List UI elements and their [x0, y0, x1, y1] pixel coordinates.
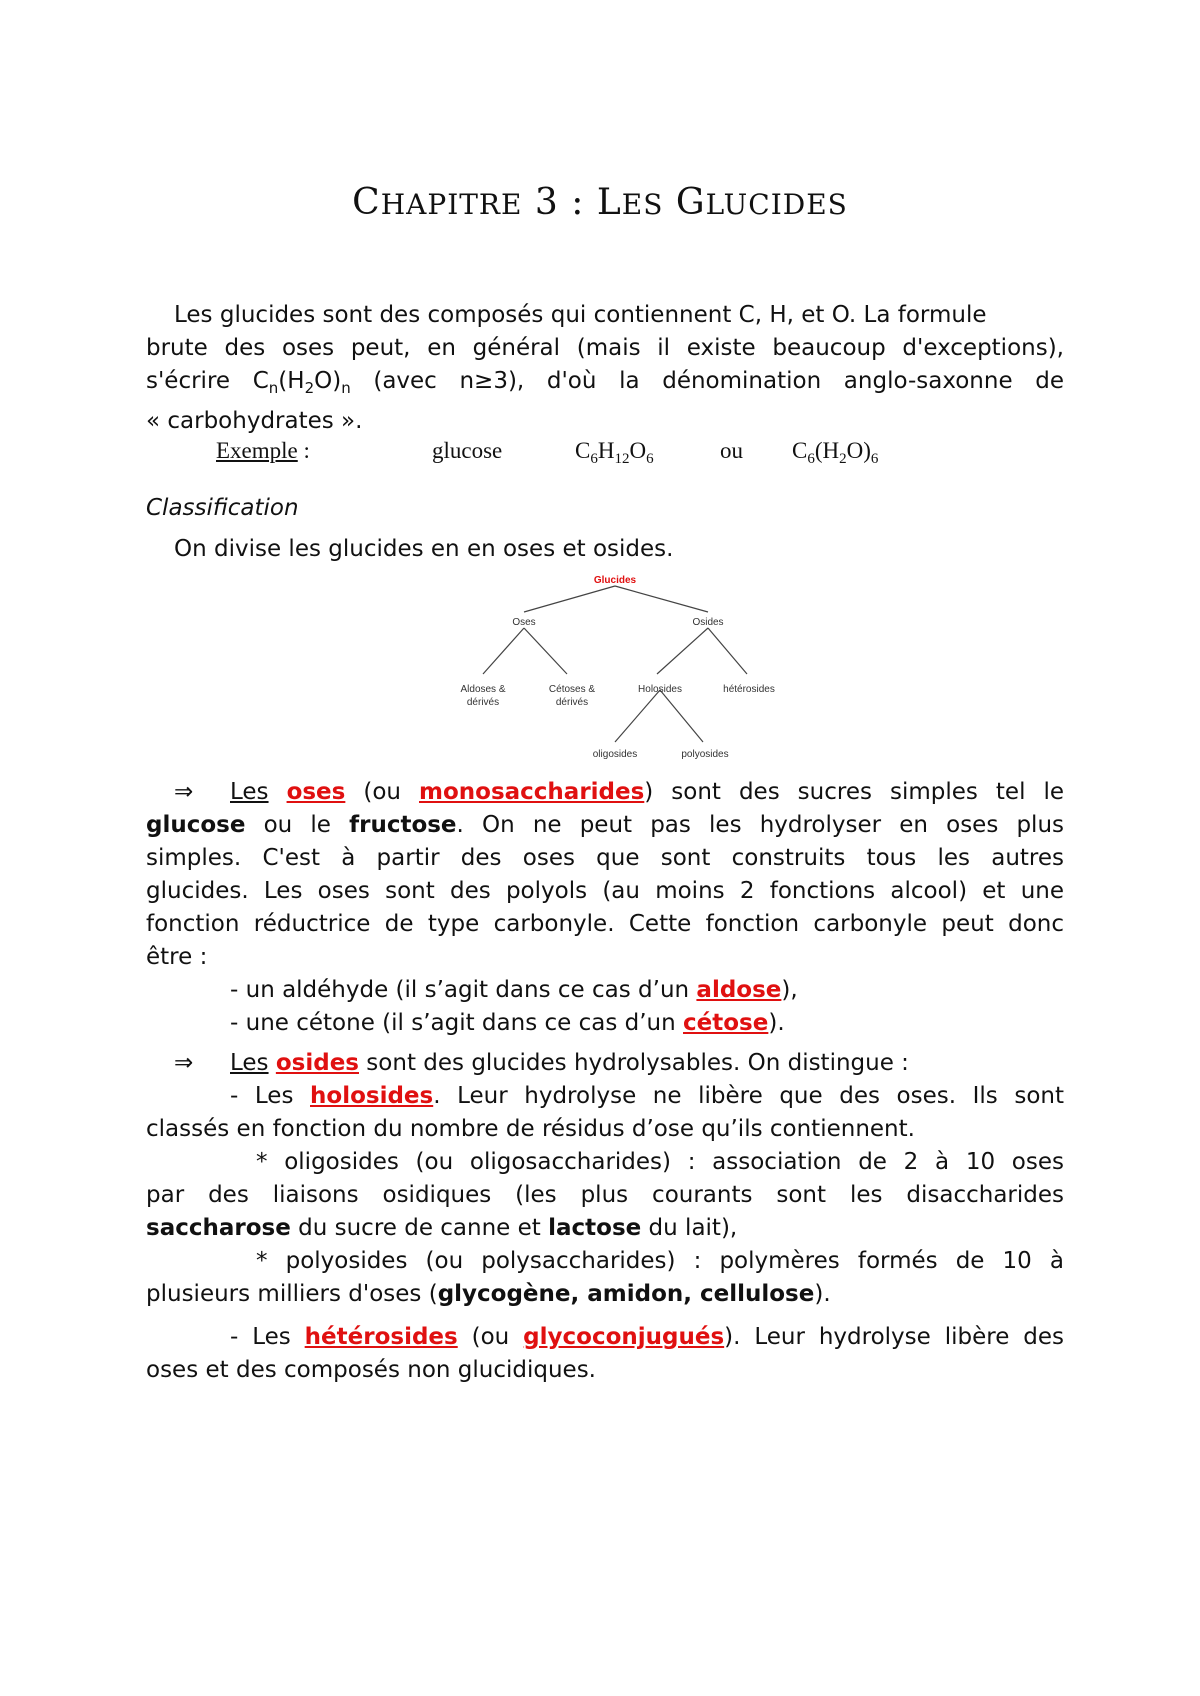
example-formula-2: $C_6(H_2O)_6$ [792, 438, 879, 467]
example-or: ou [720, 438, 743, 463]
tree-aldoses-label-2: dérivés [466, 697, 500, 708]
heterosides-term: hétérosides [304, 1324, 458, 1350]
tree-oligosides-label: oligosides [592, 749, 638, 760]
intro-paragraph: Les glucides sont des composés qui contiennent C, H, et O. La formule brute des oses peut, en général (mais il existe beaucoup d'exceptions), s'écrire $C_n(H_2O)_n$ (avec n≥3), d'où la dénomination anglo-saxonne de « carbohydrates ». [146, 302, 1065, 434]
glycoconjugues-term: glycoconjugués [523, 1324, 725, 1350]
tree-root-label: Glucides [593, 575, 637, 586]
tree-osides-label: Osides [692, 617, 724, 628]
tree-cetoses-label-1: Cétoses & [548, 684, 596, 695]
oses-section: ⇒ Les oses (ou monosaccharides) sont des sucres simples tel le glucose ou le fructose. On ne peut pas les hydrolyser en oses plus simples. C'est à partir des oses que sont construits tous les autres glucides. Les oses sont des polyols (au moins 2 fonctions alcool) et une fonction réductrice de type carbonyle. Cette fonction carbonyle peut donc être : - un aldéhyde (il s’agit dans ce cas d’un aldose), - une cétone (il s’agit dans ce cas d’un cétose). [146, 776, 1064, 1040]
tree-holosides-label: Holosides [638, 684, 682, 695]
tree-cetoses-label-2: dérivés [555, 697, 589, 708]
arrow-icon: ⇒ [174, 1050, 194, 1076]
page-title: CHAPITRE 3 : LES GLUCIDES [352, 182, 848, 223]
holosides-term: holosides [310, 1083, 434, 1109]
example-label: Exemple : [216, 438, 310, 463]
tree-oses-label: Oses [512, 617, 536, 628]
example-formula-1: $C_6H_{12}O_6$ [575, 438, 654, 467]
cetose-term: cétose [683, 1010, 769, 1036]
tree-aldoses-label-1: Aldoses & [460, 684, 506, 695]
tree-heterosides-label: hétérosides [723, 684, 775, 695]
classification-heading: Classification [146, 495, 299, 521]
tree-polyosides-label: polyosides [681, 749, 729, 760]
osides-section: ⇒ Les osides sont des glucides hydrolysables. On distingue : - Les holosides. Leur hydrolyse ne libère que des oses. Ils sont classés en fonction du nombre de résidus d’ose qu’ils contiennent. * oligosides (ou oligosaccharides) : association de 2 à 10 oses par des liaisons osidiques (les plus courants sont les disaccharides saccharose du sucre de canne et lactose du lait), * polyosides (ou polysaccharides) : polymères formés de 10 à plusieurs milliers d'oses (glycogène, amidon, cellulose). - Les hétérosides (ou glycoconjugués). Leur hydrolyse libère des oses et des composés non glucidiques. [146, 1047, 1064, 1387]
example-name: glucose [432, 438, 503, 463]
aldose-term: aldose [696, 977, 782, 1003]
classification-intro: On divise les glucides en en oses et osides. [174, 536, 674, 562]
glucides-tree-diagram [455, 572, 785, 764]
arrow-icon: ⇒ [174, 779, 194, 805]
formula-line: s'écrire $C_n(H_2O)_n$ (avec n≥3), d'où la dénomination anglo-saxonne de [146, 368, 1065, 397]
